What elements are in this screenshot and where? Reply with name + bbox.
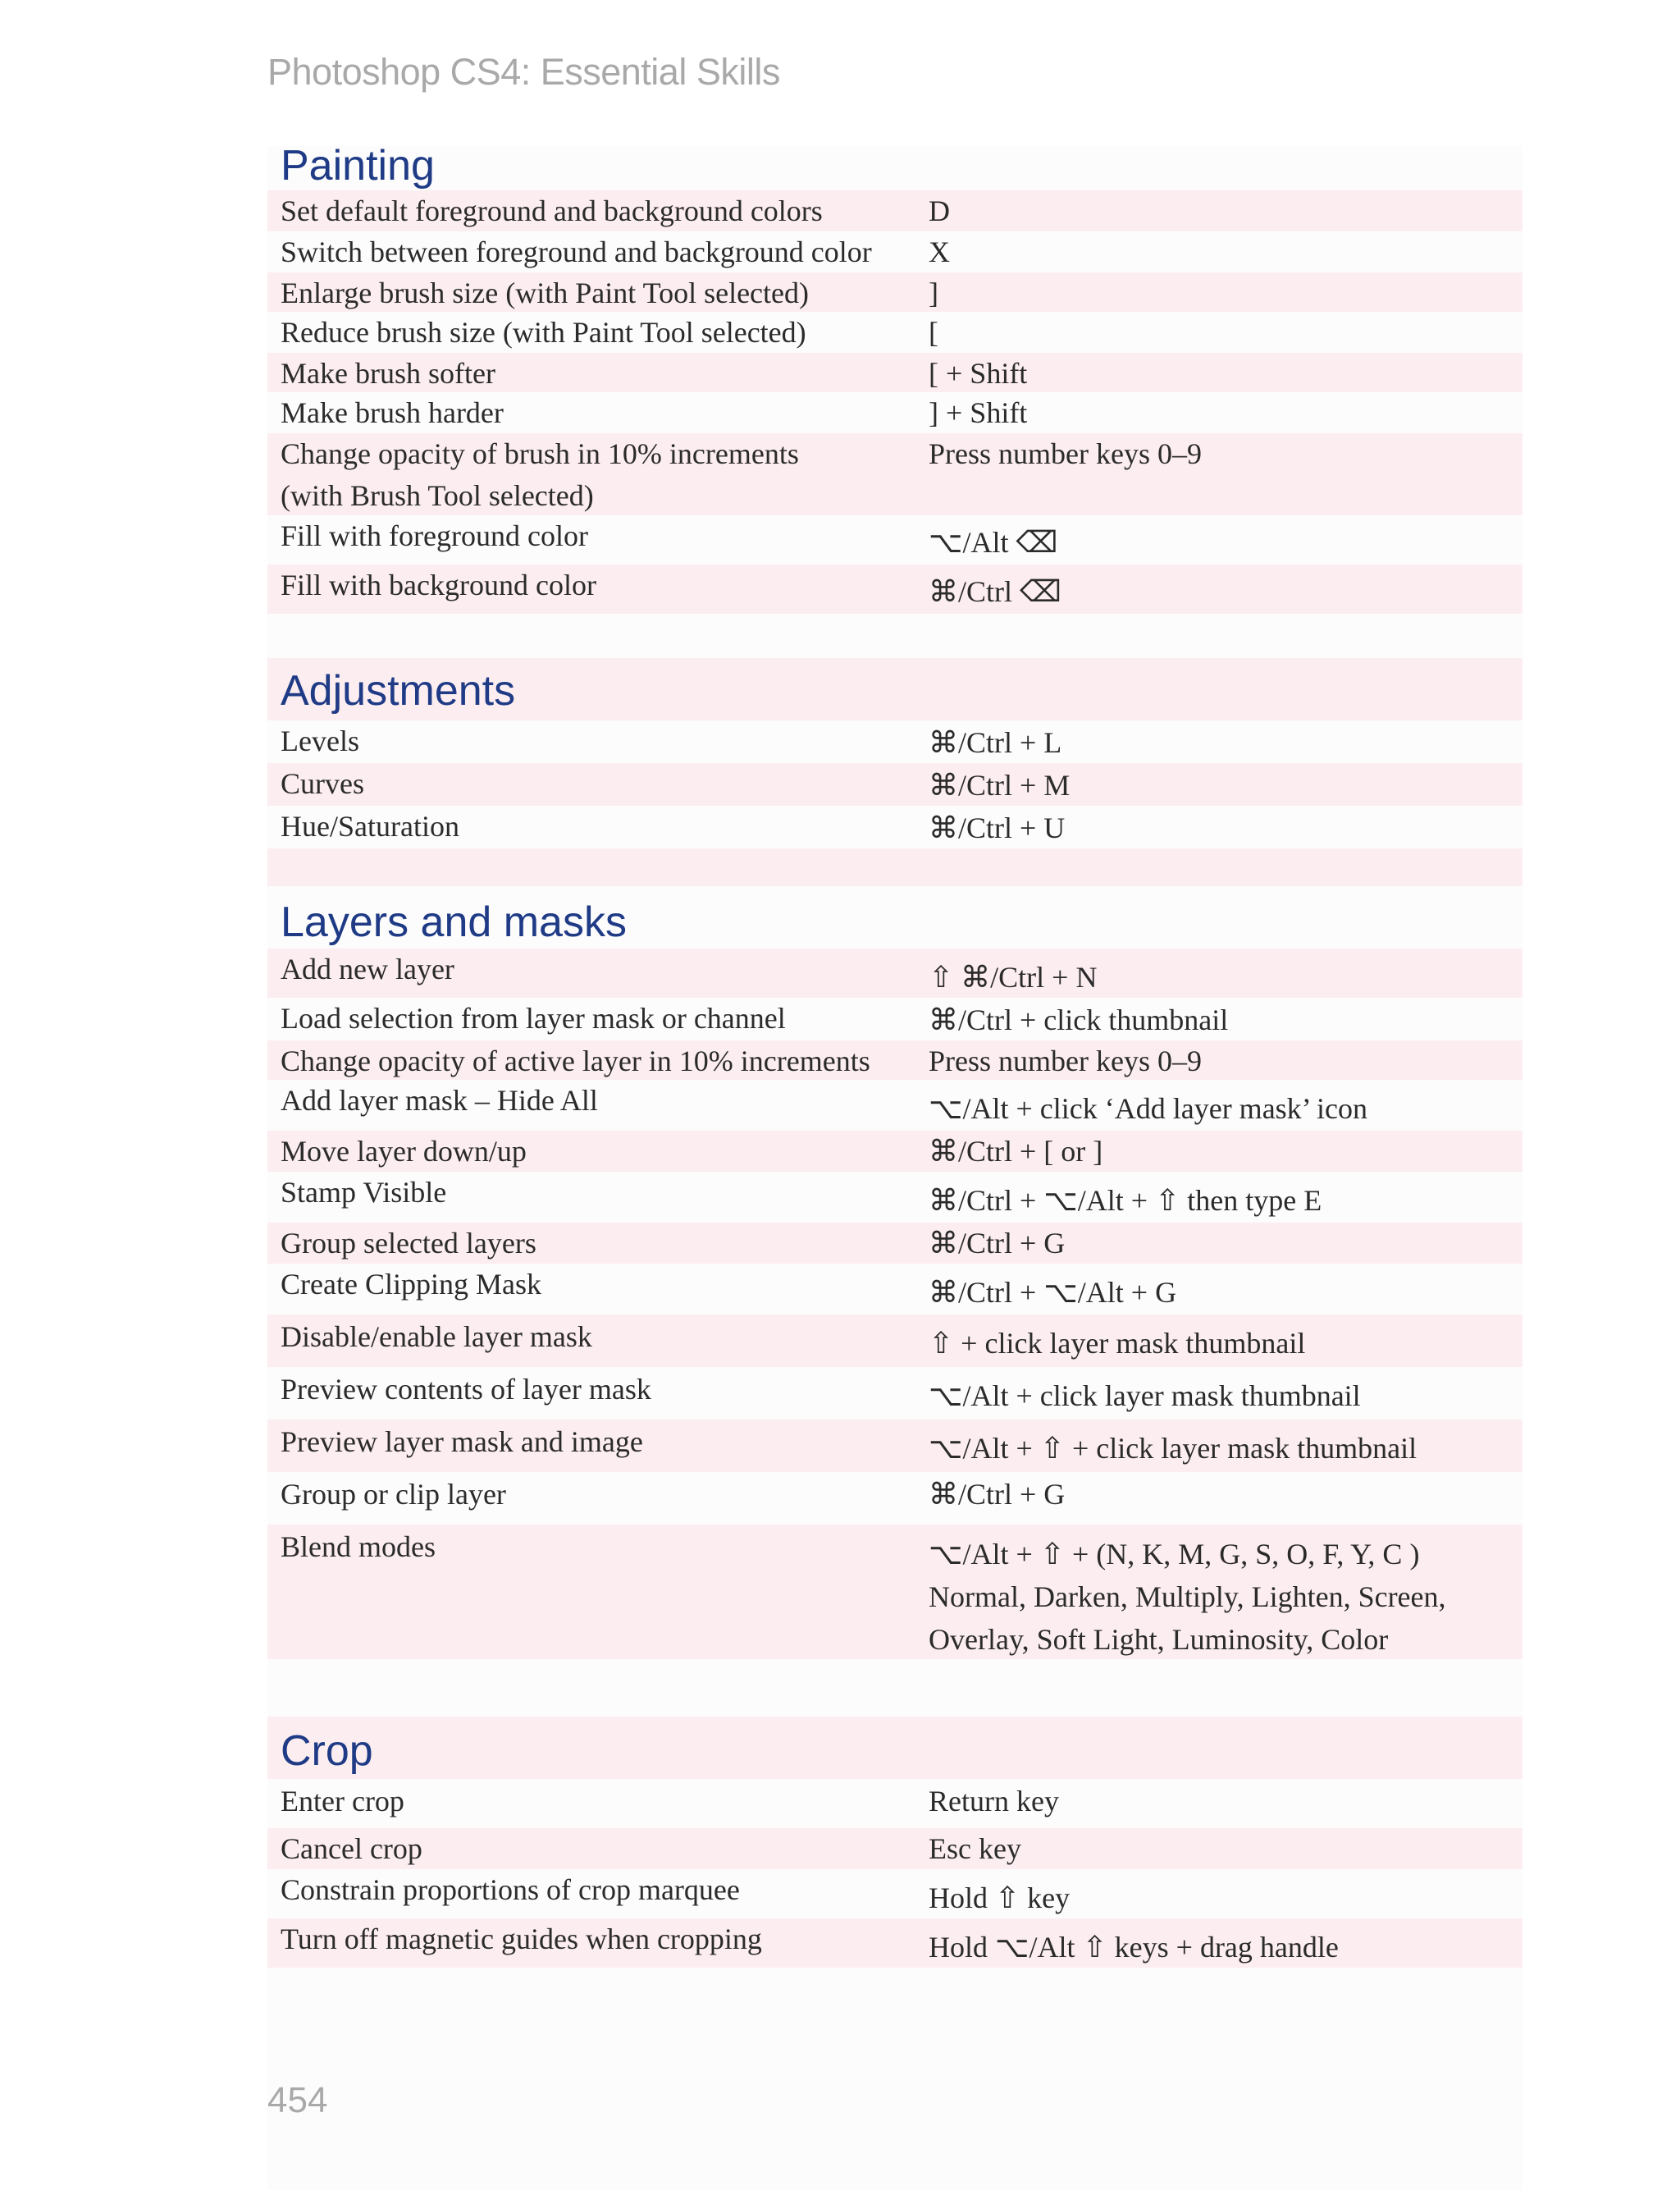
shortcut-keys: ⌘/Ctrl + G <box>929 1478 1066 1511</box>
table-row <box>267 353 1522 392</box>
table-row <box>267 515 1522 565</box>
table-row <box>267 1472 1522 1525</box>
shortcut-keys: ⌘/Ctrl + click thumbnail <box>929 1004 1229 1036</box>
shortcut-keys: Press number keys 0–9 <box>929 1045 1202 1077</box>
action-label: Fill with foreground color <box>281 519 588 552</box>
section-title: Layers and masks <box>281 898 627 946</box>
table-row <box>267 998 1522 1040</box>
action-label: Cancel crop <box>281 1832 422 1865</box>
section-adjustments <box>267 658 1522 886</box>
action-label: Fill with background color <box>281 569 596 601</box>
table-row <box>267 720 1522 763</box>
shortcut-keys: ⌘/Ctrl + M <box>929 769 1071 802</box>
table-row <box>267 806 1522 848</box>
section-title: Painting <box>281 142 435 190</box>
section-crop <box>267 1717 1522 1971</box>
action-label: Set default foreground and background colors <box>281 194 823 227</box>
shortcut-keys: D <box>929 194 950 227</box>
shortcut-keys: Hold ⌥/Alt ⇧ keys + drag handle <box>929 1931 1339 1964</box>
action-label: Constrain proportions of crop marquee <box>281 1873 740 1906</box>
shortcut-keys: ⌘/Ctrl + G <box>929 1227 1066 1260</box>
shortcut-keys: ] + Shift <box>929 396 1028 429</box>
action-label: Disable/enable layer mask <box>281 1320 592 1353</box>
shortcut-keys: ⌥/Alt + ⇧ + (N, K, M, G, S, O, F, Y, C ) Normal, Darken, Multiply, Lighten, Screen, Overlay, Soft Light, Luminosity, Color <box>929 1538 1446 1656</box>
action-label: Reduce brush size (with Paint Tool selected) <box>281 316 806 349</box>
action-label: Group or clip layer <box>281 1478 506 1511</box>
shortcut-keys: ⌥/Alt + click ‘Add layer mask’ icon <box>929 1092 1367 1125</box>
table-row <box>267 1314 1522 1367</box>
table-row <box>267 190 1522 231</box>
table-row <box>267 1223 1522 1264</box>
table-row <box>267 1040 1522 1080</box>
section-painting <box>267 139 1522 615</box>
table-row <box>267 433 1522 515</box>
table-row <box>267 392 1522 433</box>
shortcut-keys: ⌥/Alt + ⇧ + click layer mask thumbnail <box>929 1432 1418 1465</box>
action-label: Turn off magnetic guides when cropping <box>281 1923 762 1955</box>
action-label: Add layer mask – Hide All <box>281 1084 598 1117</box>
table-row <box>267 1828 1522 1869</box>
table-row <box>267 312 1522 353</box>
shortcut-keys: Hold ⇧ key <box>929 1881 1071 1914</box>
table-row <box>267 763 1522 806</box>
action-label: Create Clipping Mask <box>281 1268 541 1301</box>
table-row <box>267 565 1522 614</box>
action-label: Make brush harder <box>281 396 504 429</box>
section-title: Adjustments <box>281 667 516 715</box>
shortcut-keys: Return key <box>929 1785 1059 1817</box>
shortcut-keys: ⌘/Ctrl + ⌥/Alt + ⇧ then type E <box>929 1184 1322 1217</box>
action-label: Make brush softer <box>281 357 495 390</box>
table-row <box>267 1131 1522 1172</box>
table-row <box>267 1367 1522 1420</box>
action-label: Add new layer <box>281 953 454 985</box>
shortcut-keys: ⌥/Alt ⌫ <box>929 526 1058 559</box>
shortcut-keys: ⌘/Ctrl + L <box>929 726 1062 759</box>
running-title: Photoshop CS4: Essential Skills <box>267 51 780 93</box>
table-row <box>267 1420 1522 1472</box>
table-row <box>267 1172 1522 1223</box>
action-label: Change opacity of brush in 10% increments (with Brush Tool selected) <box>281 437 799 512</box>
action-label: Hue/Saturation <box>281 810 459 843</box>
section-layers-and-masks <box>267 898 1522 1664</box>
shortcut-keys: ⌘/Ctrl + ⌥/Alt + G <box>929 1276 1177 1309</box>
page-number: 454 <box>267 2080 328 2120</box>
table-row <box>267 1779 1522 1828</box>
table-row <box>267 949 1522 998</box>
shortcut-keys: [ <box>929 316 938 349</box>
action-label: Stamp Visible <box>281 1176 447 1209</box>
shortcut-keys: X <box>929 235 950 268</box>
action-label: Blend modes <box>281 1530 436 1563</box>
action-label: Preview layer mask and image <box>281 1425 643 1458</box>
section-title-band <box>267 1717 1522 1779</box>
shortcut-keys: ] <box>929 277 938 309</box>
table-row <box>267 1918 1522 1968</box>
action-label: Switch between foreground and background color <box>281 235 872 268</box>
shortcut-keys: Esc key <box>929 1832 1021 1865</box>
shortcut-keys: ⌘/Ctrl + [ or ] <box>929 1135 1103 1168</box>
shortcut-keys: ⇧ + click layer mask thumbnail <box>929 1327 1306 1360</box>
shortcut-keys: ⌥/Alt + click layer mask thumbnail <box>929 1379 1361 1412</box>
shortcut-keys: ⇧ ⌘/Ctrl + N <box>929 961 1098 994</box>
table-row <box>267 1264 1522 1314</box>
table-row <box>267 231 1522 272</box>
table-row <box>267 1080 1522 1131</box>
table-row <box>267 1525 1522 1659</box>
spacer-band <box>267 848 1522 886</box>
action-label: Levels <box>281 725 359 757</box>
shortcut-keys: Press number keys 0–9 <box>929 437 1202 470</box>
shortcut-keys: [ + Shift <box>929 357 1028 390</box>
action-label: Change opacity of active layer in 10% increments <box>281 1045 870 1077</box>
action-label: Move layer down/up <box>281 1135 527 1168</box>
section-title: Crop <box>281 1727 373 1775</box>
action-label: Group selected layers <box>281 1227 536 1260</box>
shortcut-keys: ⌘/Ctrl ⌫ <box>929 575 1061 608</box>
table-row <box>267 1869 1522 1918</box>
action-label: Curves <box>281 767 364 800</box>
action-label: Preview contents of layer mask <box>281 1373 651 1406</box>
action-label: Enter crop <box>281 1785 404 1817</box>
table-row <box>267 272 1522 312</box>
shortcut-keys: ⌘/Ctrl + U <box>929 812 1066 844</box>
action-label: Load selection from layer mask or channel <box>281 1002 786 1035</box>
action-label: Enlarge brush size (with Paint Tool selected) <box>281 277 809 309</box>
